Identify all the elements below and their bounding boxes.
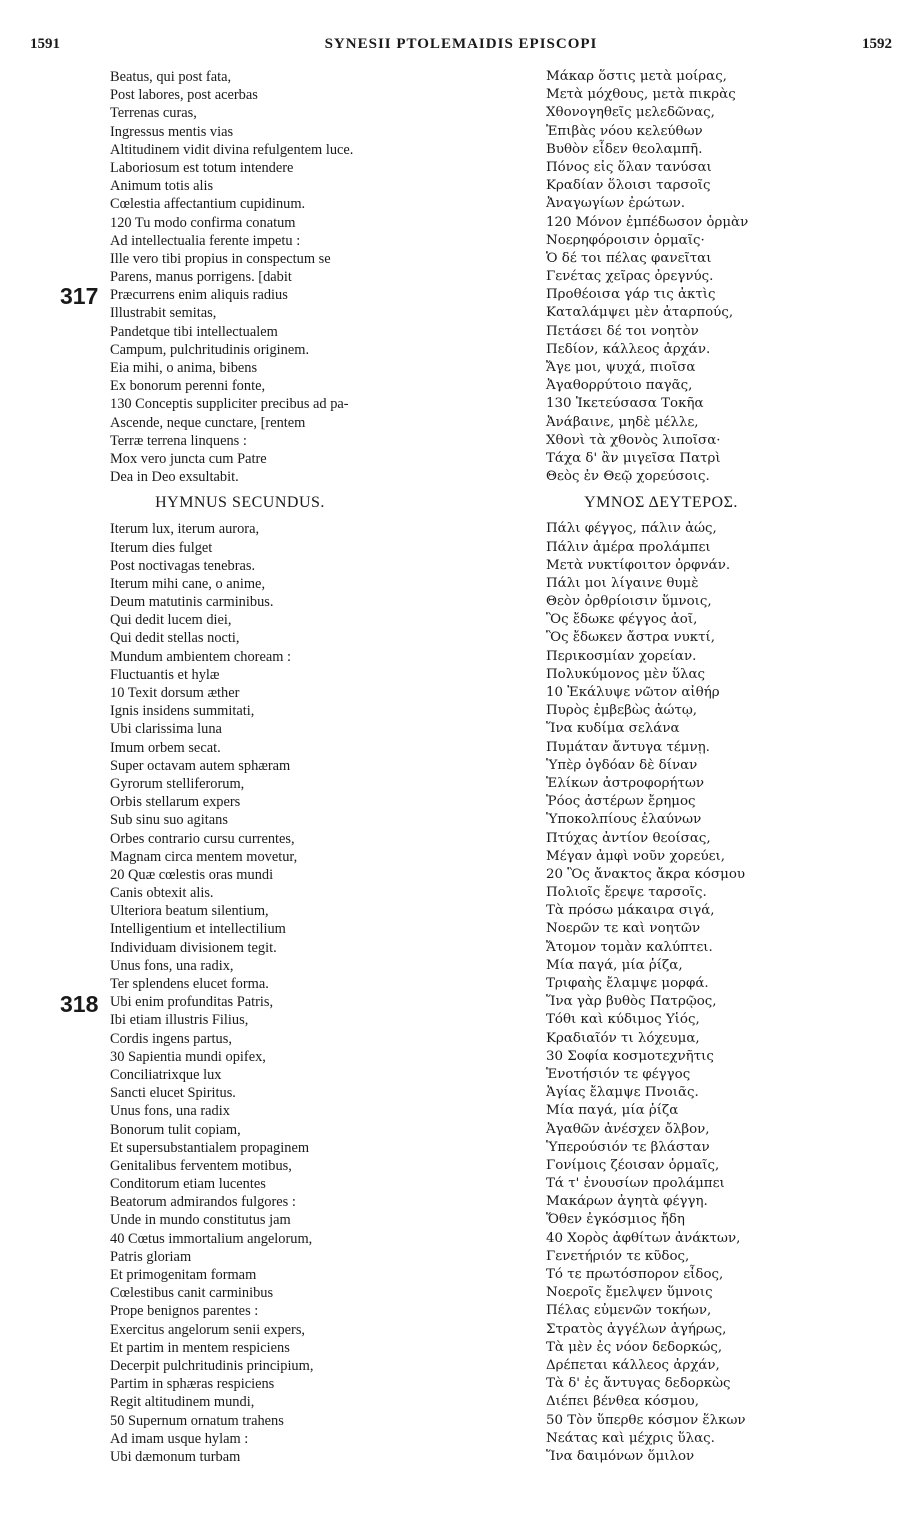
greek-verse-line: Μετὰ μόχθους, μετὰ πικρὰς bbox=[546, 87, 736, 103]
greek-verse-line: Νεάτας καὶ μέχρις ὕλας. bbox=[546, 1430, 715, 1446]
greek-verse-line: Ἵνα κυδίμα σελάνα bbox=[546, 721, 680, 737]
latin-verse-line: Laboriosum est totum intendere bbox=[110, 159, 294, 176]
greek-verse-line: Πτύχας ἀντίον θεοίσας, bbox=[546, 830, 711, 846]
column-number-317: 317 bbox=[60, 283, 99, 309]
greek-verse-line: Τόθι καὶ κύδιμος Υἱός, bbox=[546, 1012, 700, 1028]
latin-verse-line: Conditorum etiam lucentes bbox=[110, 1176, 266, 1193]
greek-hymn-title: ΥΜΝΟΣ ΔΕΥΤΕΡΟΣ. bbox=[584, 494, 738, 512]
latin-verse-line: Post labores, post acerbas bbox=[110, 87, 258, 104]
greek-verse-line: Κραδιαῖόν τι λόχευμα, bbox=[546, 1030, 700, 1046]
greek-verse-line: Τριφαὴς ἔλαμψε μορφά. bbox=[546, 976, 709, 991]
latin-verse-line: Beatus, qui post fata, bbox=[110, 69, 232, 85]
latin-verse-line: Ubi clarissima luna bbox=[110, 721, 222, 738]
page-header bbox=[30, 36, 892, 60]
greek-verse-line: Νοεροῖς ἔμελψεν ὕμνοις bbox=[546, 1285, 713, 1301]
latin-verse-line: Ubi enim profunditas Patris, bbox=[110, 994, 274, 1011]
latin-verse-line: Super octavam autem sphæram bbox=[110, 757, 291, 774]
greek-verse-line: Ῥόος ἀστέρων ἔρημος bbox=[546, 794, 696, 810]
latin-verse-line: Beatorum admirandos fulgores : bbox=[110, 1194, 296, 1211]
latin-verse-line: Illustrabit semitas, bbox=[110, 305, 217, 322]
latin-verse-line: Orbes contrario cursu currentes, bbox=[110, 830, 295, 847]
greek-verse-line: Περικοσμίαν χορείαν. bbox=[546, 648, 697, 664]
greek-verse-line: Πυμάταν ἄντυγα τέμνῃ. bbox=[546, 739, 710, 755]
running-title: SYNESII PTOLEMAIDIS EPISCOPI bbox=[324, 36, 598, 52]
greek-verse-line: Στρατὸς ἀγγέλων ἀγήρως, bbox=[546, 1321, 727, 1337]
latin-verse-line: Sub sinu suo agitans bbox=[110, 812, 228, 829]
greek-verse-line: Ἀγαθορρύτοιο παγᾶς, bbox=[546, 378, 693, 394]
latin-verse-line: Ulteriora beatum silentium, bbox=[110, 903, 269, 920]
greek-verse-line: Τὰ δ' ἐς ἄντυγας δεδορκὼς bbox=[546, 1376, 731, 1392]
greek-verse-line: Πέλας εὐμενῶν τοκήων, bbox=[546, 1303, 712, 1319]
greek-verse-line: Νοερηφόροισιν ὁρμαῖς· bbox=[546, 232, 705, 248]
latin-verse-line: Et partim in mentem respiciens bbox=[110, 1339, 290, 1356]
greek-verse-line: 40 Χορὸς ἀφθίτων ἀνάκτων, bbox=[546, 1230, 741, 1246]
greek-verse-line: 10 Ἐκάλυψε νῶτον αἰθήρ bbox=[546, 685, 720, 700]
latin-verse-line: Præcurrens enim aliquis radius bbox=[110, 287, 288, 304]
latin-verse-line: Ad imam usque hylam : bbox=[110, 1430, 249, 1447]
latin-verse-line: Cœlestibus canit carminibus bbox=[110, 1285, 274, 1302]
greek-verse-line: Μία παγά, μία ῥίζα bbox=[546, 1103, 679, 1119]
greek-verse-line: Βυθὸν εἶδεν θεολαμπῆ. bbox=[546, 141, 703, 157]
greek-verse-line: Τάχα δ' ἂν μιγεῖσα Πατρὶ bbox=[546, 450, 721, 466]
latin-verse-line: Terræ terrena linquens : bbox=[110, 432, 247, 449]
latin-verse-line: Conciliatrixque lux bbox=[110, 1066, 222, 1083]
latin-column bbox=[110, 68, 460, 1466]
greek-verse-line: Μακάρων ἀγητὰ φέγγη. bbox=[546, 1194, 708, 1210]
greek-verse-line: Ἀγαθῶν ἀνέσχεν ὄλβον, bbox=[546, 1121, 710, 1137]
latin-verse-line: Individuam divisionem tegit. bbox=[110, 939, 277, 956]
page-number-right: 1592 bbox=[862, 36, 892, 52]
greek-verse-line: Ἄγε μοι, ψυχά, πιοῖσα bbox=[546, 360, 696, 375]
latin-verse-line: 30 Sapientia mundi opifex, bbox=[110, 1048, 266, 1065]
latin-verse-line: Fluctuantis et hylæ bbox=[110, 666, 220, 683]
latin-verse-line: Sancti elucet Spiritus. bbox=[110, 1085, 236, 1102]
greek-verse-line: Νοερῶν τε καὶ νοητῶν bbox=[546, 921, 701, 937]
latin-verse-line: Exercitus angelorum senii expers, bbox=[110, 1321, 306, 1338]
latin-verse-line: Qui dedit stellas nocti, bbox=[110, 630, 240, 647]
greek-verse-line: Γενέτας χεῖρας ὀρεγνύς. bbox=[546, 269, 714, 285]
latin-verse-line: Altitudinem vidit divina refulgentem luce. bbox=[110, 141, 354, 158]
greek-verse-line: Χθονὶ τὰ χθονὸς λιποῖσα· bbox=[546, 432, 721, 448]
latin-verse-line: 50 Supernum ornatum trahens bbox=[110, 1412, 284, 1429]
greek-verse-line: Πυρὸς ἐμβεβὼς ἀώτῳ, bbox=[546, 703, 698, 719]
greek-verse-line: Ὅθεν ἐγκόσμιος ἤδη bbox=[546, 1212, 685, 1228]
greek-verse-line: Ἁγίας ἔλαμψε Πνοιᾶς. bbox=[546, 1085, 699, 1101]
greek-verse-line: Ἵνα γὰρ βυθὸς Πατρῷος, bbox=[546, 994, 717, 1010]
latin-verse-line: Imum orbem secat. bbox=[110, 739, 221, 756]
greek-verse-line: 50 Τὸν ὕπερθε κόσμον ἕλκων bbox=[546, 1412, 746, 1428]
greek-verse-line: Πετάσει δέ τοι νοητὸν bbox=[546, 323, 699, 339]
greek-verse-line: Ὃς ἔδωκεν ἄστρα νυκτί, bbox=[546, 630, 716, 646]
latin-verse-line: Terrenas curas, bbox=[110, 105, 197, 122]
greek-verse-line: Ἵνα δαιμόνων ὅμιλον bbox=[546, 1448, 695, 1464]
greek-verse-line: Πεδίον, κάλλεος ἀρχάν. bbox=[546, 341, 711, 357]
greek-verse-line: Ἐπιβὰς νόου κελεύθων bbox=[546, 123, 703, 139]
greek-verse-line: 130 Ἱκετεύσασα Τοκῆα bbox=[546, 396, 704, 412]
latin-verse-line: Patris gloriam bbox=[110, 1248, 192, 1265]
latin-verse-line: Ad intellectualia ferente impetu : bbox=[110, 232, 301, 249]
greek-verse-line: Καταλάμψει μὲν ἀταρπούς, bbox=[546, 305, 734, 321]
latin-verse-line: Ter splendens elucet forma. bbox=[110, 976, 269, 992]
latin-verse-line: Et primogenitam formam bbox=[110, 1267, 257, 1283]
latin-verse-line: Animum totis alis bbox=[110, 178, 214, 195]
greek-verse-line: Τὰ πρόσω μάκαιρα σιγά, bbox=[546, 903, 715, 919]
latin-verse-line: Gyrorum stelliferorum, bbox=[110, 775, 245, 792]
latin-verse-line: Pandetque tibi intellectualem bbox=[110, 323, 278, 340]
latin-verse-line: Ibi etiam illustris Filius, bbox=[110, 1012, 249, 1029]
latin-verse-line: Ex bonorum perenni fonte, bbox=[110, 378, 266, 395]
latin-verse-line: Eia mihi, o anima, bibens bbox=[110, 360, 258, 376]
latin-verse-line: Prope benignos parentes : bbox=[110, 1303, 259, 1320]
greek-verse-line: Πάλιν ἁμέρα προλάμπει bbox=[546, 539, 711, 555]
greek-verse-line: Γενετήριόν τε κῦδος, bbox=[546, 1248, 690, 1264]
greek-verse-line: 20 Ὃς ἄνακτος ἄκρα κόσμου bbox=[546, 866, 746, 882]
latin-verse-line: Intelligentium et intellectilium bbox=[110, 921, 286, 938]
latin-verse-line: Campum, pulchritudinis originem. bbox=[110, 341, 310, 358]
latin-verse-line: 120 Tu modo confirma conatum bbox=[110, 214, 296, 231]
latin-verse-line: Ascende, neque cunctare, [rentem bbox=[110, 414, 306, 431]
greek-verse-line: Ἄτομον τομὰν καλύπτει. bbox=[546, 939, 713, 955]
latin-verse-line: Iterum lux, iterum aurora, bbox=[110, 521, 260, 538]
greek-verse-line: Δρέπεται κάλλεος ἀρχάν, bbox=[546, 1357, 720, 1373]
greek-verse-line: Ὑποκολπίους ἐλαύνων bbox=[546, 812, 702, 828]
latin-verse-line: Partim in sphæras respiciens bbox=[110, 1376, 275, 1393]
latin-verse-line: Bonorum tulit copiam, bbox=[110, 1121, 241, 1138]
greek-verse-line: Προθέοισα γάρ τις ἀκτὶς bbox=[546, 287, 716, 303]
column-number-318: 318 bbox=[60, 991, 99, 1017]
greek-verse-line: 120 Μόνον ἐμπέδωσον ὁρμὰν bbox=[546, 214, 749, 230]
greek-verse-line: Πολιοῖς ἔρεψε ταρσοῖς. bbox=[546, 885, 707, 901]
latin-verse-line: Ubi dæmonum turbam bbox=[110, 1448, 241, 1465]
greek-verse-line: Ἑνοτήσιόν τε φέγγος bbox=[546, 1066, 691, 1082]
greek-verse-line: Τό τε πρωτόσπορον εἶδος, bbox=[546, 1267, 724, 1282]
latin-verse-line: Unde in mundo constitutus jam bbox=[110, 1212, 291, 1229]
latin-verse-line: 40 Cœtus immortalium angelorum, bbox=[110, 1230, 313, 1247]
greek-verse-line: 30 Σοφία κοσμοτεχνῆτις bbox=[546, 1048, 714, 1064]
greek-verse-line: Ἑλίκων ἀστροφορήτων bbox=[546, 775, 705, 791]
greek-verse-line: Χθονογηθεῖς μελεδῶνας, bbox=[546, 105, 715, 121]
latin-verse-line: Et supersubstantialem propaginem bbox=[110, 1139, 310, 1156]
greek-verse-line: Ἀνάβαινε, μηδὲ μέλλε, bbox=[546, 414, 699, 430]
greek-verse-line: Ἀναγωγίων ἐρώτων. bbox=[546, 196, 686, 212]
latin-verse-line: Iterum mihi cane, o anime, bbox=[110, 575, 266, 592]
latin-verse-line: Cordis ingens partus, bbox=[110, 1030, 232, 1047]
greek-verse-line: Διέπει βένθεα κόσμου, bbox=[546, 1394, 699, 1410]
latin-verse-line: Unus fons, una radix bbox=[110, 1103, 230, 1120]
latin-verse-line: Qui dedit lucem diei, bbox=[110, 612, 232, 629]
latin-verse-line: Ille vero tibi propius in conspectum se bbox=[110, 250, 331, 267]
latin-verse-line: Decerpit pulchritudinis principium, bbox=[110, 1357, 314, 1374]
latin-verse-line: 20 Quæ cœlestis oras mundi bbox=[110, 866, 274, 883]
latin-verse-line: Magnam circa mentem movetur, bbox=[110, 848, 298, 865]
greek-verse-line: Ὑπερούσιόν τε βλάσταν bbox=[546, 1139, 710, 1155]
greek-verse-line: Κραδίαν ὅλοισι ταρσοῖς bbox=[546, 178, 711, 194]
greek-verse-line: Ὑπὲρ ὀγδόαν δὲ δίναν bbox=[546, 757, 698, 773]
latin-verse-line: Mox vero juncta cum Patre bbox=[110, 450, 267, 467]
latin-verse-line: Iterum dies fulget bbox=[110, 539, 213, 556]
latin-verse-line: Regit altitudinem mundi, bbox=[110, 1394, 255, 1411]
greek-verse-line: Ὁ δέ τοι πέλας φανεῖται bbox=[546, 250, 712, 266]
greek-verse-line: Μάκαρ ὅστις μετὰ μοίρας, bbox=[546, 69, 727, 84]
greek-verse-line: Γονίμοις ζέοισαν ὁρμαῖς, bbox=[546, 1157, 720, 1173]
page-number-left: 1591 bbox=[30, 36, 60, 52]
latin-verse-line: 10 Texit dorsum æther bbox=[110, 685, 240, 701]
latin-hymn-title: HYMNUS SECUNDUS. bbox=[155, 494, 325, 512]
greek-verse-line: Μετὰ νυκτίφοιτον ὀρφνάν. bbox=[546, 557, 731, 573]
greek-column bbox=[546, 68, 886, 1466]
greek-verse-line: Πάλι φέγγος, πάλιν ἀώς, bbox=[546, 521, 717, 537]
greek-verse-line: Πόνος εἰς ὅλαν τανύσαι bbox=[546, 159, 712, 175]
greek-verse-line: Μία παγά, μία ῥίζα, bbox=[546, 957, 683, 973]
greek-verse-line: Ὃς ἔδωκε φέγγος ἀοῖ, bbox=[546, 612, 698, 628]
latin-verse-line: 130 Conceptis suppliciter precibus ad pa- bbox=[110, 396, 349, 413]
latin-verse-line: Orbis stellarum expers bbox=[110, 794, 241, 811]
greek-verse-line: Τά τ' ἐνουσίων προλάμπει bbox=[546, 1176, 725, 1192]
latin-verse-line: Canis obtexit alis. bbox=[110, 885, 214, 902]
greek-verse-line: Θεὸν ὀρθρίοισιν ὕμνοις, bbox=[546, 594, 712, 610]
greek-verse-line: Πολυκύμονος μὲν ὕλας bbox=[546, 666, 706, 682]
greek-verse-line: Θεὸς ἐν Θεῷ χορεύσοις. bbox=[546, 469, 710, 485]
latin-verse-line: Parens, manus porrigens. [dabit bbox=[110, 269, 292, 286]
latin-verse-line: Deum matutinis carminibus. bbox=[110, 594, 274, 611]
greek-verse-line: Μέγαν ἀμφὶ νοῦν χορεύει, bbox=[546, 848, 726, 864]
greek-verse-line: Τὰ μὲν ἐς νόον δεδορκώς, bbox=[546, 1339, 723, 1355]
greek-verse-line: Πάλι μοι λίγαινε θυμὲ bbox=[546, 575, 699, 591]
latin-verse-line: Cœlestia affectantium cupidinum. bbox=[110, 196, 306, 213]
latin-verse-line: Dea in Deo exsultabit. bbox=[110, 469, 239, 486]
latin-verse-line: Unus fons, una radix, bbox=[110, 957, 234, 974]
latin-verse-line: Ignis insidens summitati, bbox=[110, 703, 255, 720]
latin-verse-line: Mundum ambientem choream : bbox=[110, 648, 292, 665]
latin-verse-line: Ingressus mentis vias bbox=[110, 123, 234, 140]
latin-verse-line: Post noctivagas tenebras. bbox=[110, 557, 256, 574]
latin-verse-line: Genitalibus ferventem motibus, bbox=[110, 1157, 292, 1174]
